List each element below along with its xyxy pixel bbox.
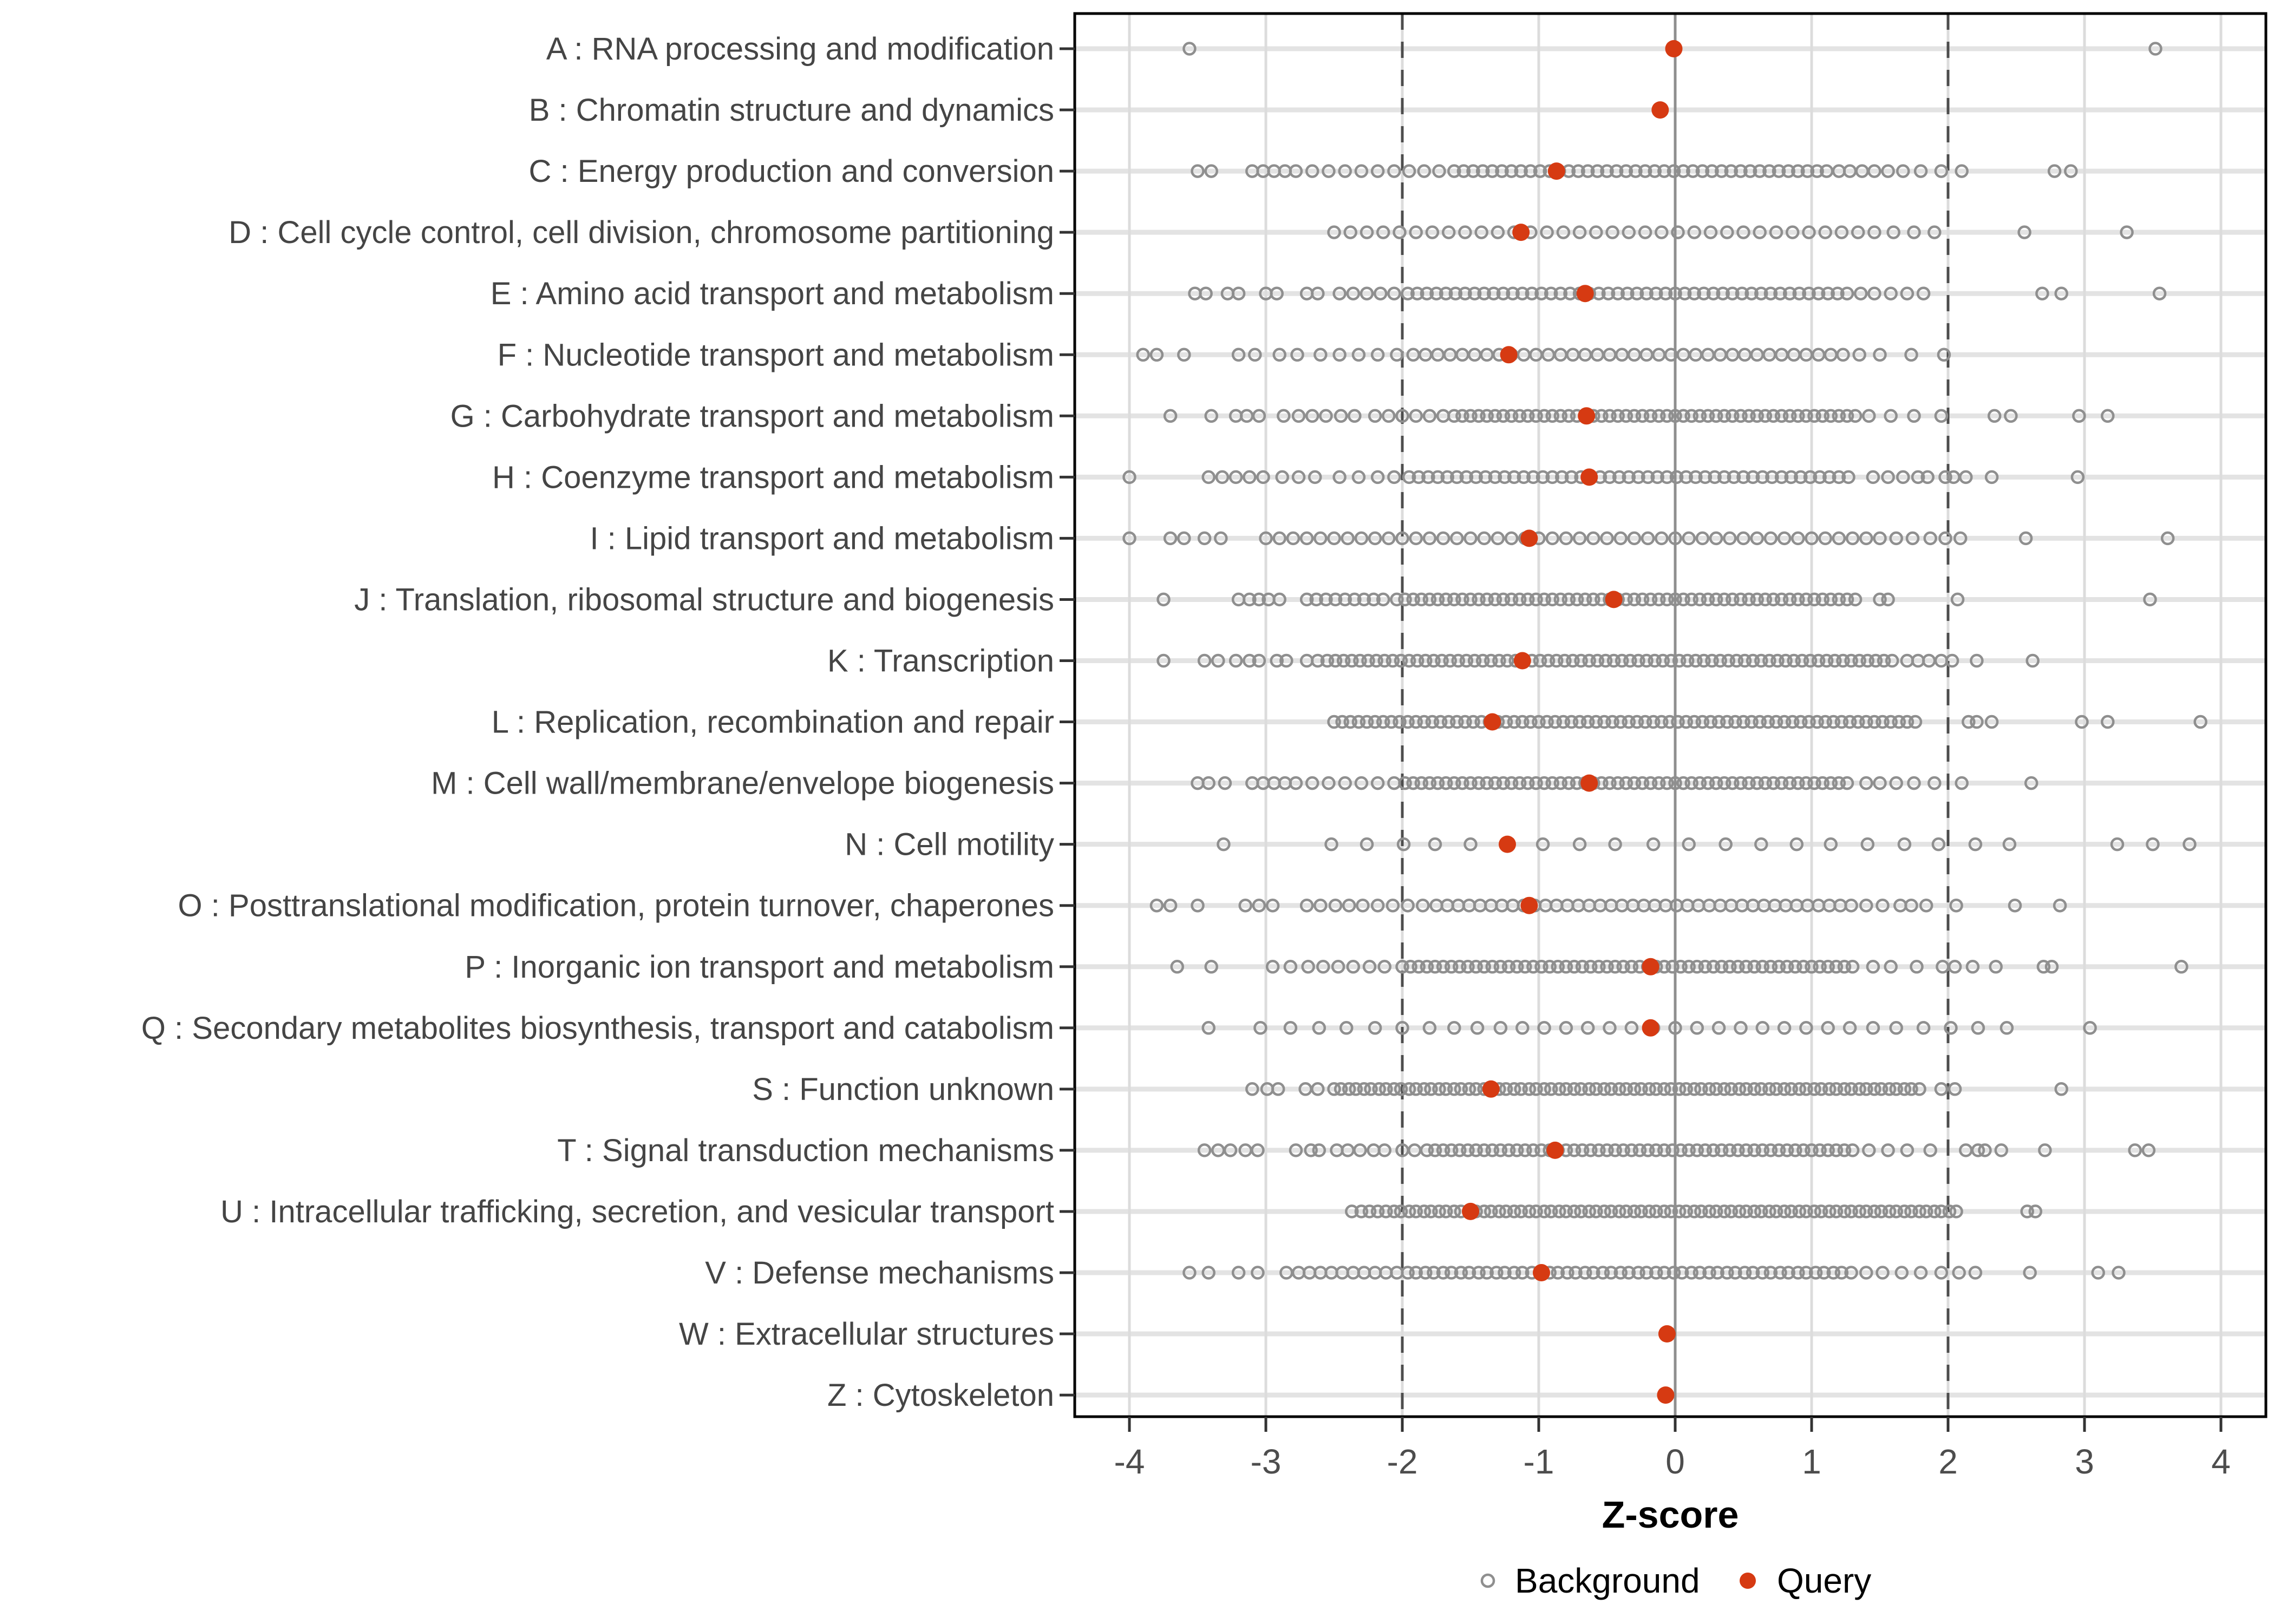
category-label: Z : Cytoskeleton xyxy=(827,1378,1054,1413)
query-point xyxy=(1658,1325,1676,1343)
x-tick-label: -3 xyxy=(1250,1442,1282,1481)
category-label: A : RNA processing and modification xyxy=(546,31,1054,67)
x-axis xyxy=(1114,1417,2231,1481)
query-point xyxy=(1520,529,1538,547)
query-point xyxy=(1548,162,1565,180)
query-point xyxy=(1546,1142,1564,1159)
x-tick-label: 2 xyxy=(1938,1442,1958,1481)
query-point xyxy=(1578,407,1595,424)
category-label: C : Energy production and conversion xyxy=(528,154,1054,189)
query-point xyxy=(1533,1264,1550,1281)
category-label: T : Signal transduction mechanisms xyxy=(557,1132,1054,1168)
query-point xyxy=(1462,1203,1479,1220)
category-label: V : Defense mechanisms xyxy=(705,1255,1054,1291)
x-axis-title: Z-score xyxy=(1602,1494,1739,1536)
query-point xyxy=(1665,40,1683,57)
query-point xyxy=(1512,224,1530,241)
category-label: G : Carbohydrate transport and metabolism xyxy=(450,398,1054,434)
category-label: O : Posttranslational modification, protein turnover, chaperones xyxy=(178,888,1054,924)
category-label: J : Translation, ribosomal structure and biogenesis xyxy=(354,582,1054,618)
category-label: F : Nucleotide transport and metabolism xyxy=(497,337,1054,373)
legend-background-circle-icon xyxy=(1482,1575,1494,1587)
query-point xyxy=(1484,713,1501,731)
x-tick-label: -4 xyxy=(1114,1442,1145,1481)
x-tick-label: 3 xyxy=(2075,1442,2094,1481)
query-point xyxy=(1500,346,1518,363)
query-point xyxy=(1580,775,1598,792)
category-label: Q : Secondary metabolites biosynthesis, transport and catabolism xyxy=(141,1010,1054,1046)
query-point xyxy=(1657,1386,1674,1404)
category-label: P : Inorganic ion transport and metabolism xyxy=(465,949,1054,985)
query-point xyxy=(1651,101,1669,119)
category-label: S : Function unknown xyxy=(752,1071,1054,1107)
x-tick-label: 4 xyxy=(2211,1442,2231,1481)
category-label: B : Chromatin structure and dynamics xyxy=(528,93,1054,128)
category-label: W : Extracellular structures xyxy=(679,1317,1054,1352)
query-point xyxy=(1642,1019,1659,1037)
x-tick-label: -1 xyxy=(1523,1442,1554,1481)
category-label: N : Cell motility xyxy=(845,827,1054,862)
category-label: I : Lipid transport and metabolism xyxy=(590,521,1054,556)
legend-background-label: Background xyxy=(1515,1561,1700,1600)
category-label: M : Cell wall/membrane/envelope biogenesis xyxy=(431,765,1054,801)
query-point xyxy=(1642,958,1659,975)
legend-query-dot-icon xyxy=(1740,1573,1756,1589)
category-label: K : Transcription xyxy=(827,643,1054,679)
query-point xyxy=(1482,1081,1500,1098)
y-axis xyxy=(141,31,1075,1413)
query-point xyxy=(1514,652,1531,670)
category-label: E : Amino acid transport and metabolism xyxy=(490,276,1054,312)
category-label: D : Cell cycle control, cell division, chromosome partitioning xyxy=(228,215,1054,251)
category-label: U : Intracellular trafficking, secretion, and vesicular transport xyxy=(220,1194,1054,1229)
query-point xyxy=(1499,836,1516,853)
legend-query-label: Query xyxy=(1777,1561,1872,1600)
query-point xyxy=(1580,468,1598,486)
category-label: H : Coenzyme transport and metabolism xyxy=(492,460,1054,495)
category-label: L : Replication, recombination and repair xyxy=(491,704,1054,740)
x-tick-label: 0 xyxy=(1665,1442,1685,1481)
query-point xyxy=(1520,897,1538,914)
x-tick-label: -2 xyxy=(1387,1442,1418,1481)
query-point xyxy=(1577,285,1594,302)
query-point xyxy=(1605,591,1623,608)
x-tick-label: 1 xyxy=(1802,1442,1821,1481)
legend xyxy=(1482,1561,1871,1600)
